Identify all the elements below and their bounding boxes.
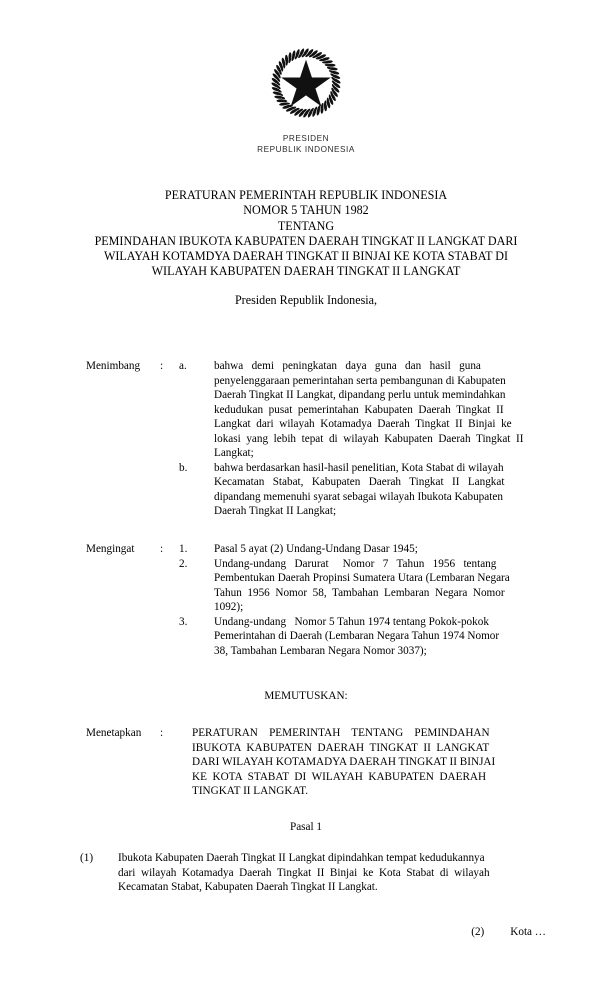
text-line: lokasi yang lebih tepat di wilayah Kabupaten Daerah Tingkat II [214, 432, 524, 445]
text-line: Pasal 5 ayat (2) Undang-Undang Dasar 1945; [214, 543, 418, 555]
mengingat-items [179, 542, 546, 658]
text-line: TINGKAT II LANGKAT. [192, 785, 309, 798]
menimbang-item-a-body [214, 359, 546, 461]
text-line: Tahun 1956 Nomor 58, Tambahan Lembaran Negara Nomor [214, 586, 505, 599]
pasal-1-heading: Pasal 1 [289, 821, 322, 833]
mengingat-colon: : [160, 543, 164, 555]
menimbang-colon: : [160, 360, 164, 372]
indonesia-seal-star-wreath-icon [267, 44, 345, 122]
text-line: Pembentukan Daerah Propinsi Sumatera Utara (Lembaran Negara [214, 572, 510, 585]
menimbang-item-a-marker: a. [179, 360, 187, 372]
menimbang-item-b-marker: b. [179, 461, 188, 474]
text-line: 38, Tambahan Lembaran Negara Nomor 3037); [214, 644, 427, 657]
mengingat-item-3-body [214, 615, 546, 659]
menimbang-items [179, 359, 546, 519]
pasal-1-item-1-body [118, 851, 546, 895]
mengingat-label: Mengingat [86, 543, 135, 555]
pasal-1-item-1 [80, 851, 546, 895]
text-line: bahwa berdasarkan hasil-hasil penelitian, Kota Stabat di wilayah [214, 461, 504, 474]
title-line-1: PERATURAN PEMERINTAH REPUBLIK INDONESIA [164, 188, 448, 202]
mengingat-item-1 [179, 542, 546, 557]
text-line: DARI WILAYAH KOTAMADYA DAERAH TINGKAT II BINJAI [192, 756, 496, 769]
text-line: PERATURAN PEMERINTAH TENTANG PEMINDAHAN [192, 727, 490, 739]
memutuskan-heading: MEMUTUSKAN: [264, 690, 348, 702]
text-line: bahwa demi peningkatan daya guna dan hasil guna [214, 360, 481, 372]
text-line: Langkat; [214, 447, 254, 460]
text-line: Daerah Tingkat II Langkat, dipandang perlu untuk memindahkan [214, 389, 506, 402]
presidential-emblem-block [0, 44, 612, 155]
menimbang-item-b [179, 461, 546, 519]
text-line: Undang-undang Darurat Nomor 7 Tahun 1956 tentang [214, 557, 497, 570]
text-line: Daerah Tingkat II Langkat; [214, 505, 337, 518]
text-line: kedudukan pusat pemerintahan Kabupaten Daerah Tingkat II [214, 403, 504, 416]
emblem-caption-line-2: REPUBLIK INDONESIA [257, 145, 355, 155]
title-line-6: WILAYAH KABUPATEN DAERAH TINGKAT II LANGKAT [151, 264, 461, 279]
president-subtitle: Presiden Republik Indonesia, [234, 293, 378, 307]
menetapkan-body [192, 726, 546, 799]
document-title [66, 188, 546, 280]
text-line: Kecamatan Stabat, Kabupaten Daerah Tingkat II Langkat. [118, 881, 378, 894]
footer-text: Kota … [510, 926, 546, 938]
mengingat-item-3 [179, 615, 546, 659]
emblem-caption [0, 133, 612, 155]
title-line-5: WILAYAH KOTAMDYA DAERAH TINGKAT II BINJAI KE KOTA STABAT DI [103, 249, 509, 264]
text-line: Ibukota Kabupaten Daerah Tingkat II Langkat dipindahkan tempat kedudukannya [118, 852, 485, 864]
menimbang-label: Menimbang [86, 360, 141, 372]
text-line: IBUKOTA KABUPATEN DAERAH TINGKAT II LANGKAT [192, 741, 490, 754]
title-line-2: NOMOR 5 TAHUN 1982 [243, 203, 369, 218]
menetapkan-colon: : [160, 727, 164, 739]
mengingat-item-1-body [214, 542, 546, 557]
text-line: 1092); [214, 601, 244, 614]
mengingat-item-2-marker: 2. [179, 557, 188, 570]
footer-number: (2) [471, 926, 485, 938]
text-line: KE KOTA STABAT DI WILAYAH KABUPATEN DAERAH [192, 770, 487, 783]
mengingat-item-2-body [214, 557, 546, 615]
text-line: dipandang memenuhi syarat sebagai wilayah Ibukota Kabupaten [214, 490, 503, 503]
mengingat-item-2 [179, 557, 546, 615]
emblem-caption-line-1: PRESIDEN [282, 134, 330, 143]
text-line: Kecamatan Stabat, Kabupaten Daerah Tingkat II Langkat [214, 476, 505, 489]
text-line: Langkat dari wilayah Kotamadya Daerah Tingkat II Binjai ke [214, 418, 512, 431]
menimbang-item-b-body [214, 461, 546, 519]
text-line: Undang-undang Nomor 5 Tahun 1974 tentang Pokok-pokok [214, 615, 489, 628]
menetapkan-label: Menetapkan [86, 727, 142, 739]
mengingat-item-3-marker: 3. [179, 615, 188, 628]
pasal-1-item-1-marker: (1) [80, 852, 94, 864]
text-line: Pemerintahan di Daerah (Lembaran Negara Tahun 1974 Nomor [214, 630, 500, 643]
title-line-3: TENTANG [277, 218, 335, 233]
menimbang-item-a [179, 359, 546, 461]
text-line: dari wilayah Kotamadya Daerah Tingkat II Binjai ke Kota Stabat di wilayah [118, 866, 490, 879]
star-shape [281, 60, 331, 107]
mengingat-item-1-marker: 1. [179, 543, 188, 555]
title-line-4: PEMINDAHAN IBUKOTA KABUPATEN DAERAH TINGKAT II LANGKAT DARI [94, 233, 518, 248]
page-footer-catchword [0, 926, 546, 938]
text-line: penyelenggaraan pemerintahan serta pembangunan di Kabupaten [214, 374, 506, 387]
